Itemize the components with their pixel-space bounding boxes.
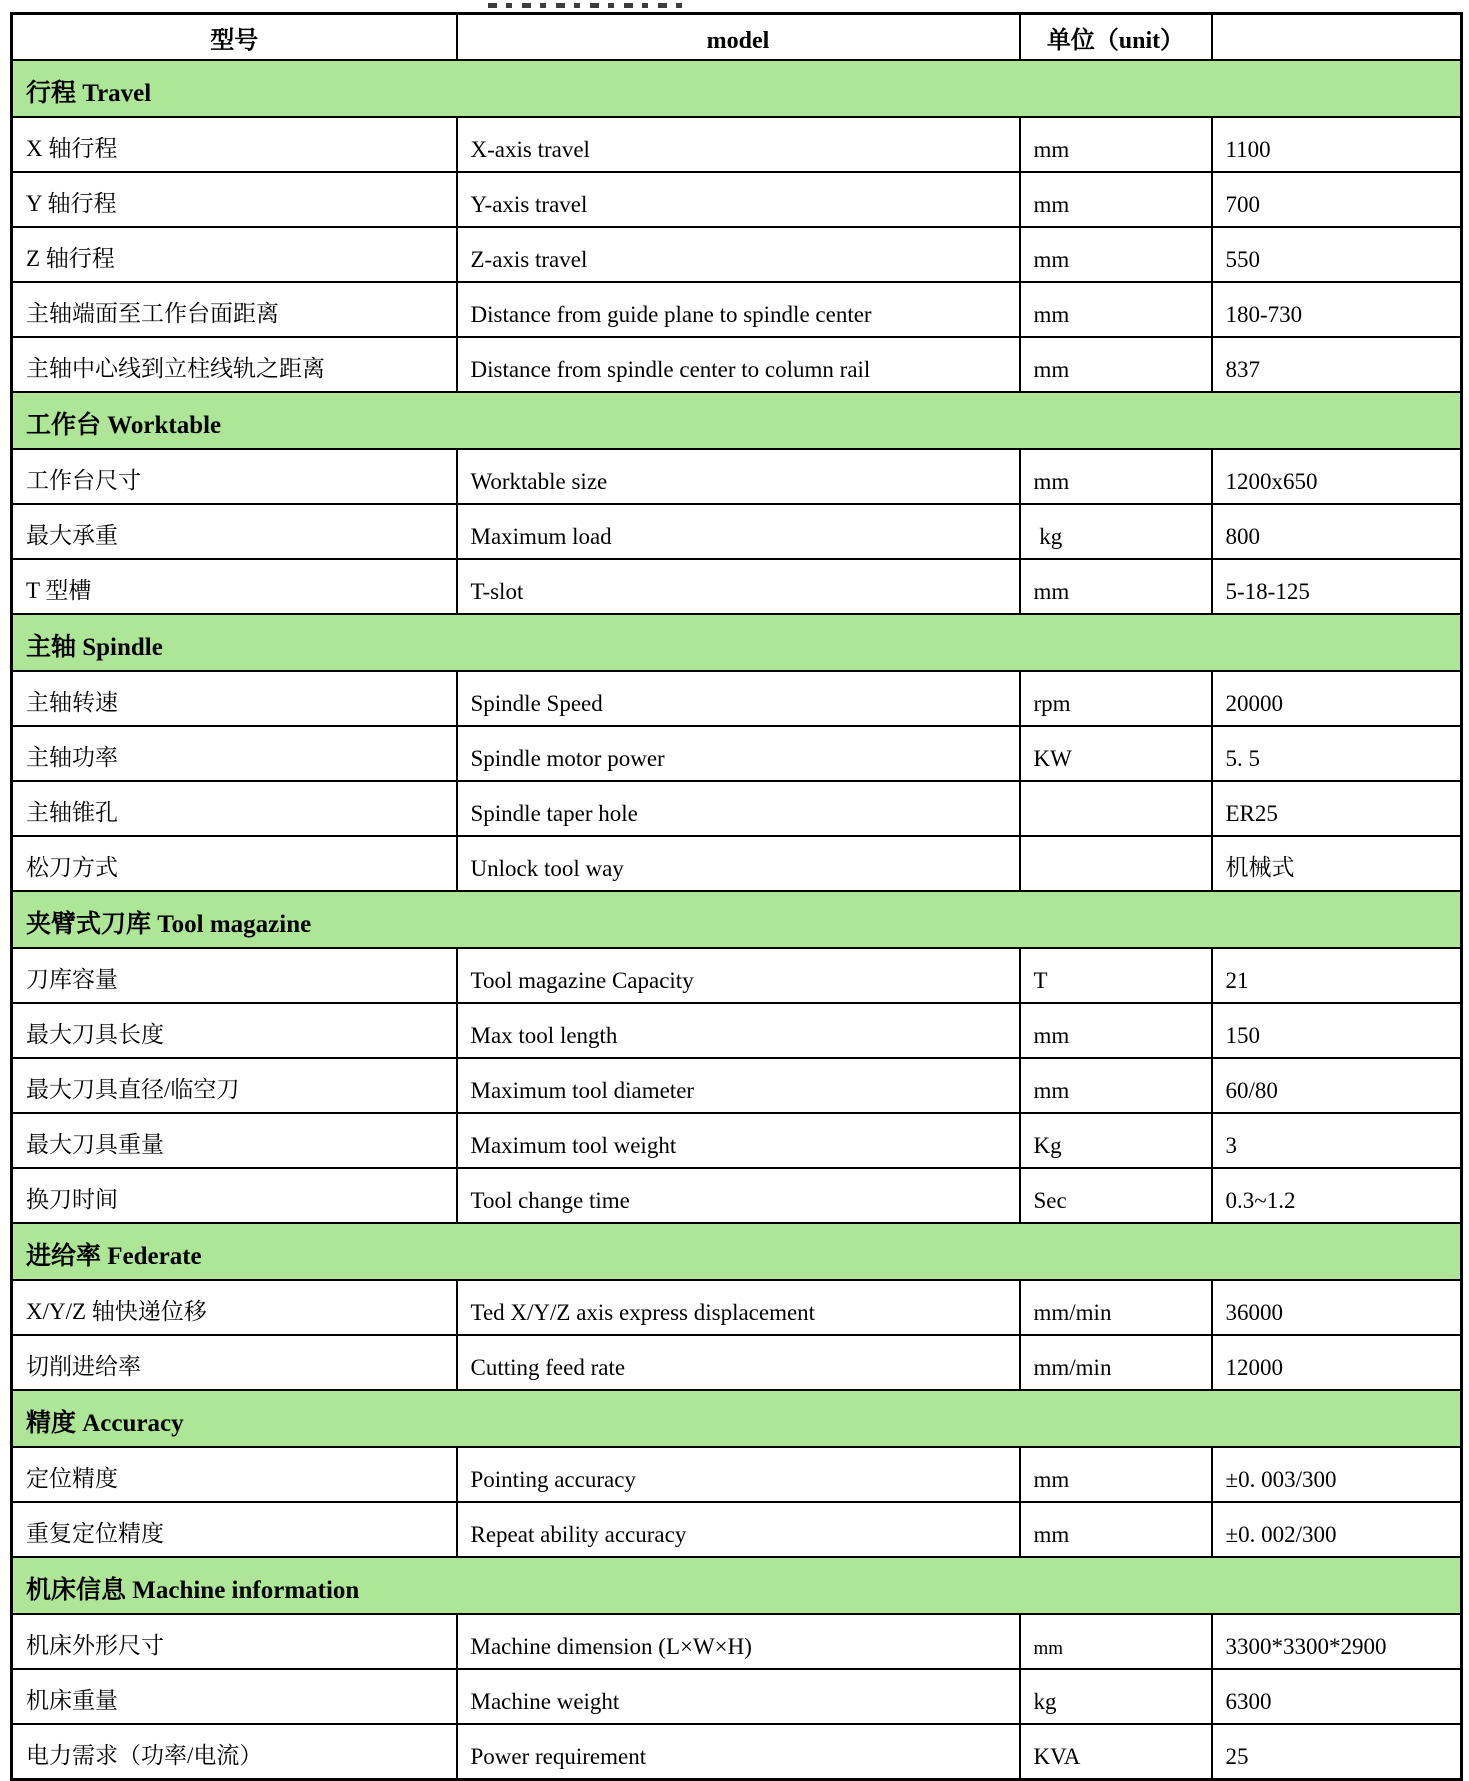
clipped-title-fragment xyxy=(488,3,688,8)
section-header-row xyxy=(12,392,1462,449)
spec-value-cell: 837 xyxy=(1212,337,1462,392)
spec-en-cell: Spindle Speed xyxy=(457,671,1020,726)
table-row xyxy=(12,671,1462,726)
header-model-cn: 型号 xyxy=(12,14,457,61)
spec-value-cell: 700 xyxy=(1212,172,1462,227)
spec-en-cell: Repeat ability accuracy xyxy=(457,1502,1020,1557)
spec-en-cell: Maximum tool weight xyxy=(457,1113,1020,1168)
table-row xyxy=(12,1447,1462,1502)
spec-value-cell: 25 xyxy=(1212,1724,1462,1780)
spec-cn-cell: Y 轴行程 xyxy=(12,172,457,227)
spec-table-body xyxy=(12,60,1462,1780)
spec-value-cell: 1200x650 xyxy=(1212,449,1462,504)
spec-unit-cell: mm xyxy=(1020,337,1212,392)
spec-cn-cell: T 型槽 xyxy=(12,559,457,614)
table-row xyxy=(12,282,1462,337)
spec-unit-cell: Kg xyxy=(1020,1113,1212,1168)
spec-cn-cell: 切削进给率 xyxy=(12,1335,457,1390)
spec-cn-cell: 主轴端面至工作台面距离 xyxy=(12,282,457,337)
spec-cn-cell: 主轴锥孔 xyxy=(12,781,457,836)
table-row xyxy=(12,1113,1462,1168)
spec-en-cell: Distance from guide plane to spindle center xyxy=(457,282,1020,337)
spec-value-cell: ER25 xyxy=(1212,781,1462,836)
spec-value-cell: 36000 xyxy=(1212,1280,1462,1335)
spec-cn-cell: 机床外形尺寸 xyxy=(12,1614,457,1669)
spec-unit-cell: mm xyxy=(1020,172,1212,227)
table-row xyxy=(12,1168,1462,1223)
spec-unit-cell xyxy=(1020,836,1212,891)
spec-value-cell: 21 xyxy=(1212,948,1462,1003)
table-row xyxy=(12,948,1462,1003)
table-row xyxy=(12,1280,1462,1335)
spec-unit-cell: mm xyxy=(1020,1058,1212,1113)
spec-table xyxy=(10,12,1463,1781)
section-title: 工作台 Worktable xyxy=(12,392,1462,449)
spec-cn-cell: 重复定位精度 xyxy=(12,1502,457,1557)
spec-en-cell: Distance from spindle center to column rail xyxy=(457,337,1020,392)
spec-en-cell: Ted X/Y/Z axis express displacement xyxy=(457,1280,1020,1335)
spec-cn-cell: 工作台尺寸 xyxy=(12,449,457,504)
section-header-row xyxy=(12,891,1462,948)
table-row xyxy=(12,781,1462,836)
spec-en-cell: X-axis travel xyxy=(457,117,1020,172)
spec-value-cell: 5-18-125 xyxy=(1212,559,1462,614)
table-row xyxy=(12,449,1462,504)
table-row xyxy=(12,1614,1462,1669)
spec-unit-cell: mm xyxy=(1020,1003,1212,1058)
section-title: 夹臂式刀库 Tool magazine xyxy=(12,891,1462,948)
spec-unit-cell: mm xyxy=(1020,1502,1212,1557)
spec-unit-cell xyxy=(1020,781,1212,836)
section-header-row xyxy=(12,1223,1462,1280)
spec-unit-cell: mm xyxy=(1020,559,1212,614)
spec-unit-cell: mm xyxy=(1020,449,1212,504)
section-header-row xyxy=(12,614,1462,671)
table-row xyxy=(12,1335,1462,1390)
section-title: 行程 Travel xyxy=(12,60,1462,117)
spec-value-cell: 550 xyxy=(1212,227,1462,282)
spec-en-cell: Power requirement xyxy=(457,1724,1020,1780)
section-title: 精度 Accuracy xyxy=(12,1390,1462,1447)
spec-en-cell: Maximum tool diameter xyxy=(457,1058,1020,1113)
table-row xyxy=(12,1058,1462,1113)
spec-en-cell: Y-axis travel xyxy=(457,172,1020,227)
table-row xyxy=(12,1502,1462,1557)
spec-unit-cell: mm xyxy=(1020,117,1212,172)
table-row xyxy=(12,227,1462,282)
table-row xyxy=(12,172,1462,227)
spec-unit-cell: KW xyxy=(1020,726,1212,781)
spec-cn-cell: 最大刀具直径/临空刀 xyxy=(12,1058,457,1113)
header-model-en: model xyxy=(457,14,1020,61)
spec-en-cell: Pointing accuracy xyxy=(457,1447,1020,1502)
table-row xyxy=(12,117,1462,172)
spec-value-cell: ±0. 002/300 xyxy=(1212,1502,1462,1557)
spec-cn-cell: Z 轴行程 xyxy=(12,227,457,282)
spec-en-cell: Unlock tool way xyxy=(457,836,1020,891)
spec-value-cell: 12000 xyxy=(1212,1335,1462,1390)
spec-en-cell: Machine dimension (L×W×H) xyxy=(457,1614,1020,1669)
section-header-row xyxy=(12,1557,1462,1614)
spec-value-cell: ±0. 003/300 xyxy=(1212,1447,1462,1502)
spec-en-cell: Cutting feed rate xyxy=(457,1335,1020,1390)
section-header-row xyxy=(12,60,1462,117)
spec-en-cell: T-slot xyxy=(457,559,1020,614)
spec-en-cell: Z-axis travel xyxy=(457,227,1020,282)
spec-en-cell: Maximum load xyxy=(457,504,1020,559)
spec-value-cell: 1100 xyxy=(1212,117,1462,172)
spec-en-cell: Machine weight xyxy=(457,1669,1020,1724)
spec-unit-cell: mm xyxy=(1020,227,1212,282)
header-value xyxy=(1212,14,1462,61)
spec-unit-cell: Sec xyxy=(1020,1168,1212,1223)
spec-en-cell: Spindle motor power xyxy=(457,726,1020,781)
spec-unit-cell: kg xyxy=(1020,1669,1212,1724)
spec-cn-cell: 松刀方式 xyxy=(12,836,457,891)
spec-value-cell: 0.3~1.2 xyxy=(1212,1168,1462,1223)
spec-value-cell: 150 xyxy=(1212,1003,1462,1058)
table-row xyxy=(12,504,1462,559)
table-row xyxy=(12,836,1462,891)
spec-unit-cell: mm/min xyxy=(1020,1280,1212,1335)
table-row xyxy=(12,337,1462,392)
spec-cn-cell: 主轴功率 xyxy=(12,726,457,781)
spec-value-cell: 800 xyxy=(1212,504,1462,559)
spec-unit-cell: T xyxy=(1020,948,1212,1003)
section-title: 进给率 Federate xyxy=(12,1223,1462,1280)
table-row xyxy=(12,1669,1462,1724)
spec-value-cell: 3 xyxy=(1212,1113,1462,1168)
spec-value-cell: 5. 5 xyxy=(1212,726,1462,781)
table-row xyxy=(12,559,1462,614)
spec-cn-cell: X/Y/Z 轴快递位移 xyxy=(12,1280,457,1335)
table-row xyxy=(12,726,1462,781)
section-title: 主轴 Spindle xyxy=(12,614,1462,671)
header-row xyxy=(12,14,1462,61)
spec-en-cell: Tool magazine Capacity xyxy=(457,948,1020,1003)
spec-unit-cell: KVA xyxy=(1020,1724,1212,1780)
spec-cn-cell: 刀库容量 xyxy=(12,948,457,1003)
spec-value-cell: 20000 xyxy=(1212,671,1462,726)
spec-value-cell: 6300 xyxy=(1212,1669,1462,1724)
spec-value-cell: 机械式 xyxy=(1212,836,1462,891)
spec-unit-cell: mm xyxy=(1020,1614,1212,1669)
spec-cn-cell: 最大刀具长度 xyxy=(12,1003,457,1058)
section-title: 机床信息 Machine information xyxy=(12,1557,1462,1614)
spec-unit-cell: kg xyxy=(1020,504,1212,559)
spec-value-cell: 180-730 xyxy=(1212,282,1462,337)
spec-cn-cell: 主轴中心线到立柱线轨之距离 xyxy=(12,337,457,392)
spec-cn-cell: 换刀时间 xyxy=(12,1168,457,1223)
section-header-row xyxy=(12,1390,1462,1447)
spec-en-cell: Spindle taper hole xyxy=(457,781,1020,836)
spec-cn-cell: 机床重量 xyxy=(12,1669,457,1724)
spec-unit-cell: mm xyxy=(1020,1447,1212,1502)
spec-unit-cell: mm xyxy=(1020,282,1212,337)
spec-cn-cell: 电力需求（功率/电流） xyxy=(12,1724,457,1780)
spec-cn-cell: 最大承重 xyxy=(12,504,457,559)
spec-cn-cell: X 轴行程 xyxy=(12,117,457,172)
spec-cn-cell: 最大刀具重量 xyxy=(12,1113,457,1168)
spec-value-cell: 60/80 xyxy=(1212,1058,1462,1113)
spec-en-cell: Max tool length xyxy=(457,1003,1020,1058)
header-unit: 单位（unit） xyxy=(1020,14,1212,61)
spec-value-cell: 3300*3300*2900 xyxy=(1212,1614,1462,1669)
table-row xyxy=(12,1724,1462,1780)
spec-unit-cell: mm/min xyxy=(1020,1335,1212,1390)
spec-en-cell: Tool change time xyxy=(457,1168,1020,1223)
spec-cn-cell: 定位精度 xyxy=(12,1447,457,1502)
spec-unit-cell: rpm xyxy=(1020,671,1212,726)
spec-en-cell: Worktable size xyxy=(457,449,1020,504)
table-row xyxy=(12,1003,1462,1058)
spec-cn-cell: 主轴转速 xyxy=(12,671,457,726)
